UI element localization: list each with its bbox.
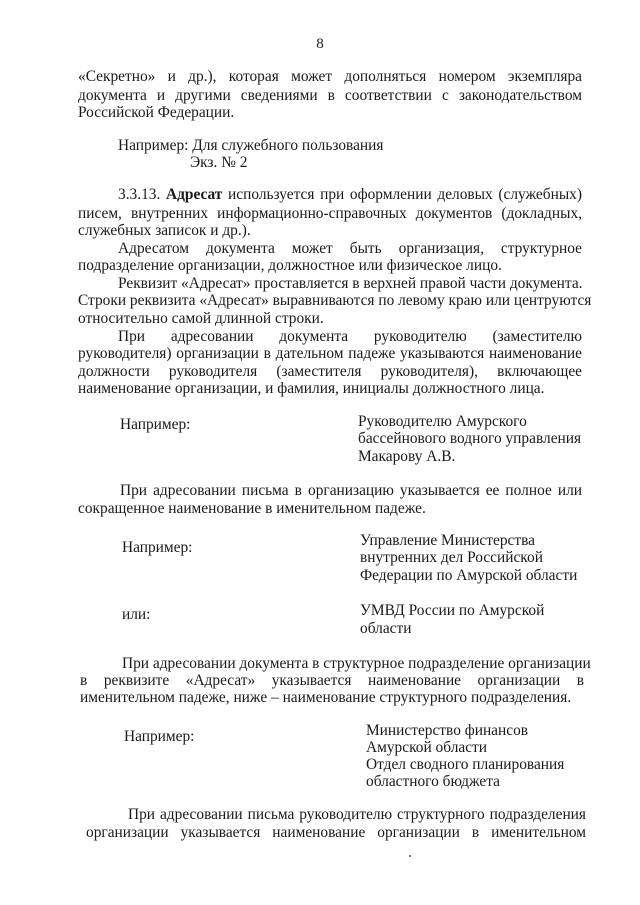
addressee-line1: Министерство финансов	[366, 722, 529, 739]
addressee-line2: внутренних дел Российской	[360, 549, 543, 566]
para7-line1: При адресовании документа в структурное подразделение организации	[122, 655, 591, 672]
para3-line1: Адресатом документа может быть организация, структурное	[118, 240, 582, 257]
para5-line2: руководителя) организации в дательном падеже указываются наименование	[78, 345, 582, 362]
addressee-line3: Макарову А.В.	[358, 448, 456, 465]
clause-number: 3.3.13.	[118, 186, 161, 203]
scan-speck	[409, 855, 411, 857]
para2-line2: писем, внутренних информационно-справочных документов (докладных,	[78, 205, 582, 222]
para7-line3: именительном падеже, ниже – наименование структурного подразделения.	[80, 689, 572, 706]
example4-label: или:	[122, 606, 151, 623]
example2-label: Например:	[120, 416, 191, 433]
para8-line1: При адресовании письма руководителю структурного подразделения	[128, 806, 586, 823]
addressee-line2: Амурской области	[366, 739, 487, 756]
para3-line2: подразделение организации, должностное или физическое лицо.	[78, 257, 502, 274]
para1-line2: документа и другими сведениями в соответствии с законодательством	[78, 87, 582, 104]
example1-line2: Экз. № 2	[190, 154, 248, 171]
term-adresat: Адресат	[166, 186, 223, 203]
para1-line3: Российской Федерации.	[78, 104, 235, 121]
page-number: 8	[316, 36, 324, 52]
addressee-line4: областного бюджета	[366, 773, 500, 790]
para2-line3: служебных записок и др.).	[78, 222, 251, 239]
para4-line3: относительно самой длинной строки.	[78, 310, 324, 327]
para8-line2: организации указывается наименование организации в именительном	[86, 824, 586, 841]
para2-line1	[118, 186, 582, 204]
addressee-line1: Управление Министерства	[360, 532, 535, 549]
addressee-line3: Федерации по Амурской области	[360, 567, 578, 584]
para6-line2: сокращенное наименование в именительном падеже.	[78, 500, 426, 517]
addressee-line1: Руководителю Амурского	[358, 413, 527, 430]
example1-line1: Например: Для служебного пользования	[118, 137, 384, 154]
para4-line1: Реквизит «Адресат» проставляется в верхней правой части документа.	[118, 275, 583, 292]
addressee-line2: области	[360, 620, 412, 637]
para2-line1-rest: используется при оформлении деловых (служебных)	[228, 186, 582, 203]
addressee-line2: бассейнового водного управления	[358, 430, 582, 447]
addressee-line3: Отдел сводного планирования	[366, 756, 565, 773]
example3-label: Например:	[122, 539, 193, 556]
para4-line2: Строки реквизита «Адресат» выравниваются по левому краю или центруются	[78, 292, 592, 309]
para7-line2: в реквизите «Адресат» указывается наименование организации в	[80, 672, 584, 689]
para1-line1: «Секретно» и др.), которая может дополняться номером экземпляра	[78, 68, 582, 85]
example5-label: Например:	[124, 728, 195, 745]
para5-line3: должности руководителя (заместителя руководителя), включающее	[78, 363, 582, 380]
para5-line4: наименование организации, и фамилия, инициалы должностного лица.	[78, 380, 545, 397]
para5-line1: При адресовании документа руководителю (заместителю	[118, 328, 582, 345]
addressee-line1: УМВД России по Амурской	[360, 602, 545, 619]
para6-line1: При адресовании письма в организацию указывается ее полное или	[120, 482, 582, 499]
